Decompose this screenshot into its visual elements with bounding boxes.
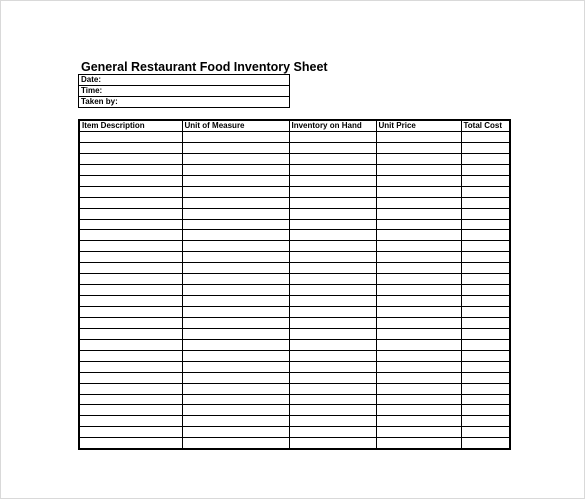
table-cell[interactable] (376, 219, 461, 230)
table-cell[interactable] (289, 296, 376, 307)
table-cell[interactable] (182, 307, 289, 318)
table-cell[interactable] (376, 241, 461, 252)
table-cell[interactable] (182, 317, 289, 328)
table-cell[interactable] (182, 241, 289, 252)
table-cell[interactable] (182, 197, 289, 208)
table-cell[interactable] (376, 274, 461, 285)
table-cell[interactable] (289, 394, 376, 405)
table-row (79, 416, 510, 427)
table-cell[interactable] (79, 132, 182, 143)
table-cell[interactable] (182, 285, 289, 296)
table-cell[interactable] (376, 416, 461, 427)
table-cell[interactable] (79, 186, 182, 197)
table-row (79, 263, 510, 274)
table-cell[interactable] (182, 164, 289, 175)
table-cell[interactable] (376, 263, 461, 274)
table-row (79, 296, 510, 307)
header-inventory-on-hand: Inventory on Hand (289, 120, 376, 132)
header-item-description: Item Description (79, 120, 182, 132)
table-cell[interactable] (79, 394, 182, 405)
table-cell[interactable] (182, 252, 289, 263)
table-cell[interactable] (79, 252, 182, 263)
table-cell[interactable] (461, 317, 510, 328)
table-cell[interactable] (182, 427, 289, 438)
table-cell[interactable] (182, 274, 289, 285)
table-cell[interactable] (289, 339, 376, 350)
table-cell[interactable] (289, 197, 376, 208)
table-cell[interactable] (461, 328, 510, 339)
header-info-box (78, 74, 290, 108)
table-cell[interactable] (376, 372, 461, 383)
table-cell[interactable] (461, 350, 510, 361)
table-cell[interactable] (182, 296, 289, 307)
table-cell[interactable] (79, 142, 182, 153)
table-cell[interactable] (79, 274, 182, 285)
table-cell[interactable] (182, 186, 289, 197)
table-cell[interactable] (289, 263, 376, 274)
table-cell[interactable] (461, 186, 510, 197)
table-cell[interactable] (289, 307, 376, 318)
table-cell[interactable] (376, 296, 461, 307)
table-cell[interactable] (376, 438, 461, 449)
table-cell[interactable] (376, 427, 461, 438)
table-cell[interactable] (461, 197, 510, 208)
table-cell[interactable] (461, 252, 510, 263)
table-row (79, 274, 510, 285)
table-cell[interactable] (376, 230, 461, 241)
table-cell[interactable] (461, 416, 510, 427)
table-row (79, 230, 510, 241)
table-cell[interactable] (376, 132, 461, 143)
table-body (79, 132, 510, 450)
table-row (79, 132, 510, 143)
table-cell[interactable] (461, 175, 510, 186)
table-cell[interactable] (461, 296, 510, 307)
table-row (79, 317, 510, 328)
table-cell[interactable] (289, 208, 376, 219)
table-cell[interactable] (289, 361, 376, 372)
table-cell[interactable] (461, 142, 510, 153)
table-cell[interactable] (376, 328, 461, 339)
table-cell[interactable] (182, 372, 289, 383)
table-cell[interactable] (182, 132, 289, 143)
table-cell[interactable] (376, 153, 461, 164)
table-cell[interactable] (79, 208, 182, 219)
table-cell[interactable] (289, 164, 376, 175)
table-cell[interactable] (376, 208, 461, 219)
table-cell[interactable] (182, 394, 289, 405)
table-cell[interactable] (376, 383, 461, 394)
table-cell[interactable] (182, 361, 289, 372)
table-cell[interactable] (182, 339, 289, 350)
table-cell[interactable] (289, 427, 376, 438)
date-field: Date: (79, 75, 289, 86)
table-cell[interactable] (289, 372, 376, 383)
table-cell[interactable] (461, 339, 510, 350)
table-cell[interactable] (461, 405, 510, 416)
table-cell[interactable] (182, 142, 289, 153)
table-cell[interactable] (79, 296, 182, 307)
table-cell[interactable] (182, 230, 289, 241)
table-cell[interactable] (289, 405, 376, 416)
table-cell[interactable] (289, 285, 376, 296)
table-cell[interactable] (182, 438, 289, 449)
table-cell[interactable] (182, 416, 289, 427)
table-cell[interactable] (79, 372, 182, 383)
table-cell[interactable] (79, 153, 182, 164)
table-row (79, 372, 510, 383)
table-cell[interactable] (79, 263, 182, 274)
taken-by-field: Taken by: (79, 97, 289, 108)
table-cell[interactable] (461, 263, 510, 274)
table-cell[interactable] (289, 186, 376, 197)
table-cell[interactable] (461, 285, 510, 296)
table-row (79, 197, 510, 208)
table-row (79, 339, 510, 350)
table-cell[interactable] (376, 394, 461, 405)
table-cell[interactable] (182, 383, 289, 394)
table-cell[interactable] (461, 274, 510, 285)
table-cell[interactable] (289, 153, 376, 164)
table-cell[interactable] (289, 241, 376, 252)
table-cell[interactable] (461, 164, 510, 175)
table-cell[interactable] (289, 230, 376, 241)
table-row (79, 361, 510, 372)
table-cell[interactable] (461, 230, 510, 241)
table-row (79, 208, 510, 219)
table-cell[interactable] (182, 219, 289, 230)
table-cell[interactable] (289, 328, 376, 339)
header-unit-price: Unit Price (376, 120, 461, 132)
table-cell[interactable] (79, 416, 182, 427)
table-cell[interactable] (376, 350, 461, 361)
table-cell[interactable] (79, 328, 182, 339)
table-cell[interactable] (289, 317, 376, 328)
table-row (79, 164, 510, 175)
table-row (79, 307, 510, 318)
table-cell[interactable] (461, 438, 510, 449)
table-row (79, 427, 510, 438)
table-cell[interactable] (376, 285, 461, 296)
table-row (79, 350, 510, 361)
table-cell[interactable] (376, 175, 461, 186)
table-row (79, 405, 510, 416)
table-cell[interactable] (79, 317, 182, 328)
table-cell[interactable] (289, 132, 376, 143)
table-cell[interactable] (182, 405, 289, 416)
table-cell[interactable] (79, 175, 182, 186)
table-row (79, 285, 510, 296)
table-cell[interactable] (461, 132, 510, 143)
table-cell[interactable] (79, 405, 182, 416)
table-cell[interactable] (289, 416, 376, 427)
table-cell[interactable] (289, 175, 376, 186)
table-cell[interactable] (289, 142, 376, 153)
table-cell[interactable] (376, 317, 461, 328)
table-row (79, 219, 510, 230)
table-row (79, 328, 510, 339)
table-cell[interactable] (289, 350, 376, 361)
table-cell[interactable] (461, 394, 510, 405)
table-cell[interactable] (289, 219, 376, 230)
table-row (79, 383, 510, 394)
table-cell[interactable] (461, 383, 510, 394)
table-cell[interactable] (182, 350, 289, 361)
table-cell[interactable] (376, 142, 461, 153)
table-row (79, 252, 510, 263)
table-cell[interactable] (376, 361, 461, 372)
table-cell[interactable] (461, 372, 510, 383)
table-cell[interactable] (79, 197, 182, 208)
table-cell[interactable] (79, 350, 182, 361)
table-row (79, 186, 510, 197)
table-cell[interactable] (376, 339, 461, 350)
table-cell[interactable] (461, 307, 510, 318)
table-cell[interactable] (461, 208, 510, 219)
table-cell[interactable] (376, 405, 461, 416)
table-cell[interactable] (461, 219, 510, 230)
table-cell[interactable] (79, 307, 182, 318)
table-cell[interactable] (182, 175, 289, 186)
table-row (79, 142, 510, 153)
table-cell[interactable] (79, 361, 182, 372)
table-cell[interactable] (461, 361, 510, 372)
table-cell[interactable] (289, 274, 376, 285)
header-unit-of-measure: Unit of Measure (182, 120, 289, 132)
table-cell[interactable] (376, 197, 461, 208)
table-row (79, 153, 510, 164)
table-row (79, 175, 510, 186)
table-cell[interactable] (376, 164, 461, 175)
table-cell[interactable] (461, 427, 510, 438)
table-cell[interactable] (376, 252, 461, 263)
table-cell[interactable] (79, 241, 182, 252)
table-cell[interactable] (376, 307, 461, 318)
table-cell[interactable] (79, 285, 182, 296)
table-cell[interactable] (79, 230, 182, 241)
table-row (79, 438, 510, 449)
table-cell[interactable] (376, 186, 461, 197)
table-cell[interactable] (461, 241, 510, 252)
table-cell[interactable] (182, 153, 289, 164)
table-cell[interactable] (289, 438, 376, 449)
table-cell[interactable] (79, 427, 182, 438)
table-cell[interactable] (79, 383, 182, 394)
table-header-row (79, 120, 510, 132)
table-cell[interactable] (79, 339, 182, 350)
table-cell[interactable] (182, 328, 289, 339)
time-field: Time: (79, 86, 289, 97)
table-cell[interactable] (79, 164, 182, 175)
table-row (79, 241, 510, 252)
inventory-table (78, 119, 511, 450)
table-cell[interactable] (79, 219, 182, 230)
table-cell[interactable] (461, 153, 510, 164)
header-total-cost: Total Cost (461, 120, 510, 132)
table-cell[interactable] (182, 263, 289, 274)
table-cell[interactable] (289, 252, 376, 263)
table-row (79, 394, 510, 405)
table-cell[interactable] (79, 438, 182, 449)
table-cell[interactable] (182, 208, 289, 219)
table-cell[interactable] (289, 383, 376, 394)
document-title: General Restaurant Food Inventory Sheet (81, 60, 328, 74)
